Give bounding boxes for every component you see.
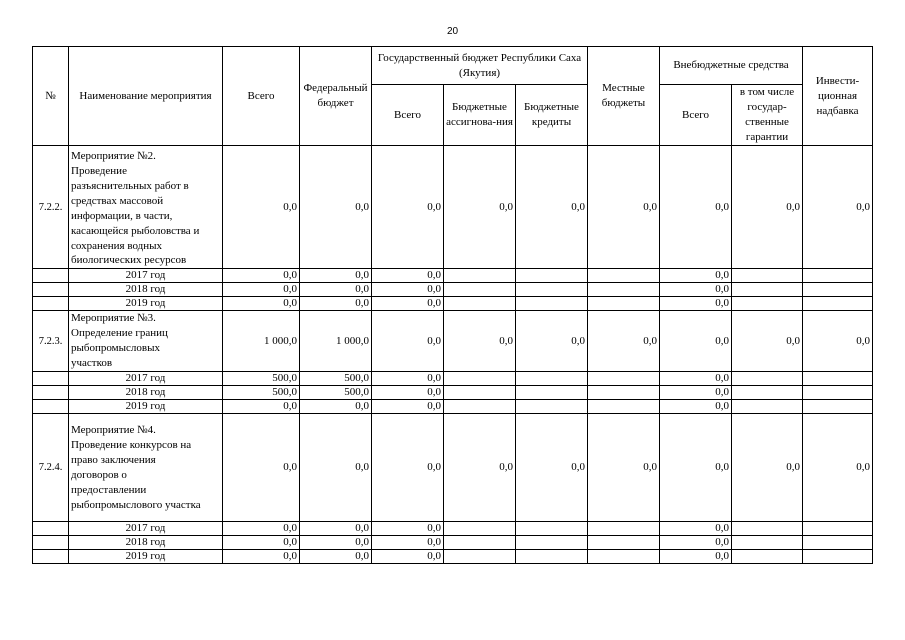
year-extra-guarantee xyxy=(732,372,803,386)
value-state-alloc: 0,0 xyxy=(444,311,516,372)
year-local xyxy=(588,372,660,386)
year-extra-total: 0,0 xyxy=(660,372,732,386)
table-row xyxy=(33,311,873,372)
year-extra-total: 0,0 xyxy=(660,400,732,414)
year-state-credit xyxy=(516,297,588,311)
year-row xyxy=(33,550,873,564)
year-local xyxy=(588,269,660,283)
table-row xyxy=(33,414,873,522)
year-invest xyxy=(803,269,873,283)
value-federal: 1 000,0 xyxy=(300,311,372,372)
year-label: 2019 год xyxy=(69,297,223,311)
year-label: 2019 год xyxy=(69,400,223,414)
row-name-line: участков xyxy=(71,357,113,369)
value-state-total: 0,0 xyxy=(372,146,444,269)
year-total: 500,0 xyxy=(223,372,300,386)
year-row xyxy=(33,372,873,386)
year-local xyxy=(588,283,660,297)
value-local: 0,0 xyxy=(588,146,660,269)
year-state-total: 0,0 xyxy=(372,386,444,400)
year-invest xyxy=(803,372,873,386)
row-name-line: рыбопромысловых xyxy=(71,342,160,354)
year-extra-guarantee xyxy=(732,269,803,283)
year-invest xyxy=(803,522,873,536)
year-row xyxy=(33,297,873,311)
year-extra-total: 0,0 xyxy=(660,386,732,400)
year-invest xyxy=(803,386,873,400)
year-label: 2017 год xyxy=(69,522,223,536)
row-id: 7.2.4. xyxy=(33,414,69,522)
year-extra-total: 0,0 xyxy=(660,269,732,283)
year-extra-guarantee xyxy=(732,386,803,400)
year-state-credit xyxy=(516,372,588,386)
year-state-alloc xyxy=(444,536,516,550)
year-invest xyxy=(803,297,873,311)
year-row xyxy=(33,400,873,414)
row-name-line: Мероприятие №4. xyxy=(71,423,156,436)
header-local: Местные бюджеты xyxy=(588,47,660,146)
year-state-total: 0,0 xyxy=(372,283,444,297)
table-header xyxy=(33,47,873,146)
row-name-line: сохранения водных xyxy=(71,239,163,252)
year-state-alloc xyxy=(444,297,516,311)
year-row xyxy=(33,283,873,297)
year-extra-guarantee xyxy=(732,536,803,550)
year-id-empty xyxy=(33,536,69,550)
year-total: 0,0 xyxy=(223,536,300,550)
value-extra-total: 0,0 xyxy=(660,146,732,269)
page-number: 20 xyxy=(446,26,459,37)
value-local: 0,0 xyxy=(588,414,660,522)
value-state-credit: 0,0 xyxy=(516,311,588,372)
row-name-line: информации, в части, xyxy=(71,209,173,222)
year-local xyxy=(588,386,660,400)
row-name-line: разъяснительных работ в xyxy=(71,179,189,192)
header-invest: Инвести-ционная надбавка xyxy=(803,47,873,146)
year-label: 2018 год xyxy=(69,386,223,400)
year-total: 500,0 xyxy=(223,386,300,400)
year-extra-total: 0,0 xyxy=(660,283,732,297)
year-state-credit xyxy=(516,522,588,536)
value-invest: 0,0 xyxy=(803,414,873,522)
year-state-alloc xyxy=(444,372,516,386)
year-state-total: 0,0 xyxy=(372,536,444,550)
row-name-line: предоставлении xyxy=(71,483,147,496)
value-extra-guarantee: 0,0 xyxy=(732,311,803,372)
value-state-alloc: 0,0 xyxy=(444,414,516,522)
year-total: 0,0 xyxy=(223,400,300,414)
year-local xyxy=(588,522,660,536)
year-label: 2017 год xyxy=(69,269,223,283)
year-state-alloc xyxy=(444,283,516,297)
year-extra-total: 0,0 xyxy=(660,550,732,564)
year-state-credit xyxy=(516,283,588,297)
year-extra-guarantee xyxy=(732,400,803,414)
header-federal: Федеральный бюджет xyxy=(300,47,372,146)
value-state-total: 0,0 xyxy=(372,414,444,522)
header-extra-total: Всего xyxy=(660,85,732,146)
row-name-line: Определение границ xyxy=(71,327,168,339)
year-federal: 0,0 xyxy=(300,283,372,297)
year-state-total: 0,0 xyxy=(372,400,444,414)
year-state-credit xyxy=(516,269,588,283)
year-invest xyxy=(803,400,873,414)
year-state-total: 0,0 xyxy=(372,372,444,386)
year-extra-total: 0,0 xyxy=(660,536,732,550)
row-name xyxy=(69,311,223,372)
header-state-budget: Государственный бюджет Республики Саха (Якутия) xyxy=(372,47,588,85)
year-id-empty xyxy=(33,297,69,311)
value-total: 1 000,0 xyxy=(223,311,300,372)
year-invest xyxy=(803,536,873,550)
row-id: 7.2.2. xyxy=(33,146,69,269)
year-state-total: 0,0 xyxy=(372,550,444,564)
header-extra-guarantee: в том числе государ-ственные гарантии xyxy=(732,85,803,146)
header-state-alloc: Бюджетные ассигнова-ния xyxy=(444,85,516,146)
year-state-alloc xyxy=(444,522,516,536)
year-id-empty xyxy=(33,372,69,386)
row-name-line: биологических ресурсов xyxy=(71,253,187,266)
row-name xyxy=(69,146,223,269)
value-state-total: 0,0 xyxy=(372,311,444,372)
year-federal: 500,0 xyxy=(300,386,372,400)
value-local: 0,0 xyxy=(588,311,660,372)
header-num: № xyxy=(33,47,69,146)
year-local xyxy=(588,297,660,311)
year-state-total: 0,0 xyxy=(372,269,444,283)
year-id-empty xyxy=(33,269,69,283)
year-state-alloc xyxy=(444,269,516,283)
year-state-total: 0,0 xyxy=(372,522,444,536)
row-name xyxy=(69,414,223,522)
year-extra-total: 0,0 xyxy=(660,297,732,311)
budget-table xyxy=(32,46,873,564)
year-federal: 0,0 xyxy=(300,400,372,414)
value-state-credit: 0,0 xyxy=(516,414,588,522)
value-state-alloc: 0,0 xyxy=(444,146,516,269)
year-federal: 0,0 xyxy=(300,522,372,536)
year-row xyxy=(33,269,873,283)
value-invest: 0,0 xyxy=(803,311,873,372)
year-extra-total: 0,0 xyxy=(660,522,732,536)
year-id-empty xyxy=(33,386,69,400)
year-state-credit xyxy=(516,386,588,400)
year-local xyxy=(588,536,660,550)
value-total: 0,0 xyxy=(223,414,300,522)
row-name-line: договоров о xyxy=(71,468,127,481)
year-state-alloc xyxy=(444,400,516,414)
year-id-empty xyxy=(33,522,69,536)
year-label: 2017 год xyxy=(69,372,223,386)
year-state-alloc xyxy=(444,550,516,564)
year-local xyxy=(588,550,660,564)
value-federal: 0,0 xyxy=(300,414,372,522)
year-extra-guarantee xyxy=(732,550,803,564)
row-name-line: Проведение конкурсов на xyxy=(71,438,192,451)
value-state-credit: 0,0 xyxy=(516,146,588,269)
year-total: 0,0 xyxy=(223,297,300,311)
year-row xyxy=(33,386,873,400)
year-state-credit xyxy=(516,536,588,550)
year-federal: 500,0 xyxy=(300,372,372,386)
year-row xyxy=(33,536,873,550)
year-federal: 0,0 xyxy=(300,536,372,550)
year-federal: 0,0 xyxy=(300,297,372,311)
year-invest xyxy=(803,550,873,564)
row-name-line: Мероприятие №3. xyxy=(71,312,156,324)
row-name-line: право заключения xyxy=(71,453,156,466)
year-label: 2018 год xyxy=(69,536,223,550)
table-body xyxy=(33,146,873,564)
year-id-empty xyxy=(33,550,69,564)
header-name: Наименование мероприятия xyxy=(69,47,223,146)
row-name-line: средствах массовой xyxy=(71,194,164,207)
value-extra-guarantee: 0,0 xyxy=(732,146,803,269)
value-federal: 0,0 xyxy=(300,146,372,269)
year-row xyxy=(33,522,873,536)
year-extra-guarantee xyxy=(732,522,803,536)
year-invest xyxy=(803,283,873,297)
row-name-line: рыбопромыслового участка xyxy=(71,498,201,511)
year-extra-guarantee xyxy=(732,297,803,311)
header-state-credit: Бюджетные кредиты xyxy=(516,85,588,146)
year-local xyxy=(588,400,660,414)
value-total: 0,0 xyxy=(223,146,300,269)
year-state-alloc xyxy=(444,386,516,400)
row-name-line: Проведение xyxy=(71,164,127,177)
year-state-total: 0,0 xyxy=(372,297,444,311)
year-id-empty xyxy=(33,400,69,414)
year-total: 0,0 xyxy=(223,522,300,536)
row-name-line: касающейся рыболовства и xyxy=(71,224,200,237)
value-extra-total: 0,0 xyxy=(660,311,732,372)
year-total: 0,0 xyxy=(223,550,300,564)
year-label: 2019 год xyxy=(69,550,223,564)
header-total: Всего xyxy=(223,47,300,146)
header-extrabudget: Внебюджетные средства xyxy=(660,47,803,85)
value-extra-guarantee: 0,0 xyxy=(732,414,803,522)
year-federal: 0,0 xyxy=(300,269,372,283)
year-total: 0,0 xyxy=(223,283,300,297)
year-state-credit xyxy=(516,400,588,414)
year-label: 2018 год xyxy=(69,283,223,297)
header-state-total: Всего xyxy=(372,85,444,146)
value-extra-total: 0,0 xyxy=(660,414,732,522)
year-state-credit xyxy=(516,550,588,564)
row-id: 7.2.3. xyxy=(33,311,69,372)
year-extra-guarantee xyxy=(732,283,803,297)
value-invest: 0,0 xyxy=(803,146,873,269)
table-row xyxy=(33,146,873,269)
row-name-line: Мероприятие №2. xyxy=(71,149,156,162)
year-id-empty xyxy=(33,283,69,297)
year-federal: 0,0 xyxy=(300,550,372,564)
year-total: 0,0 xyxy=(223,269,300,283)
